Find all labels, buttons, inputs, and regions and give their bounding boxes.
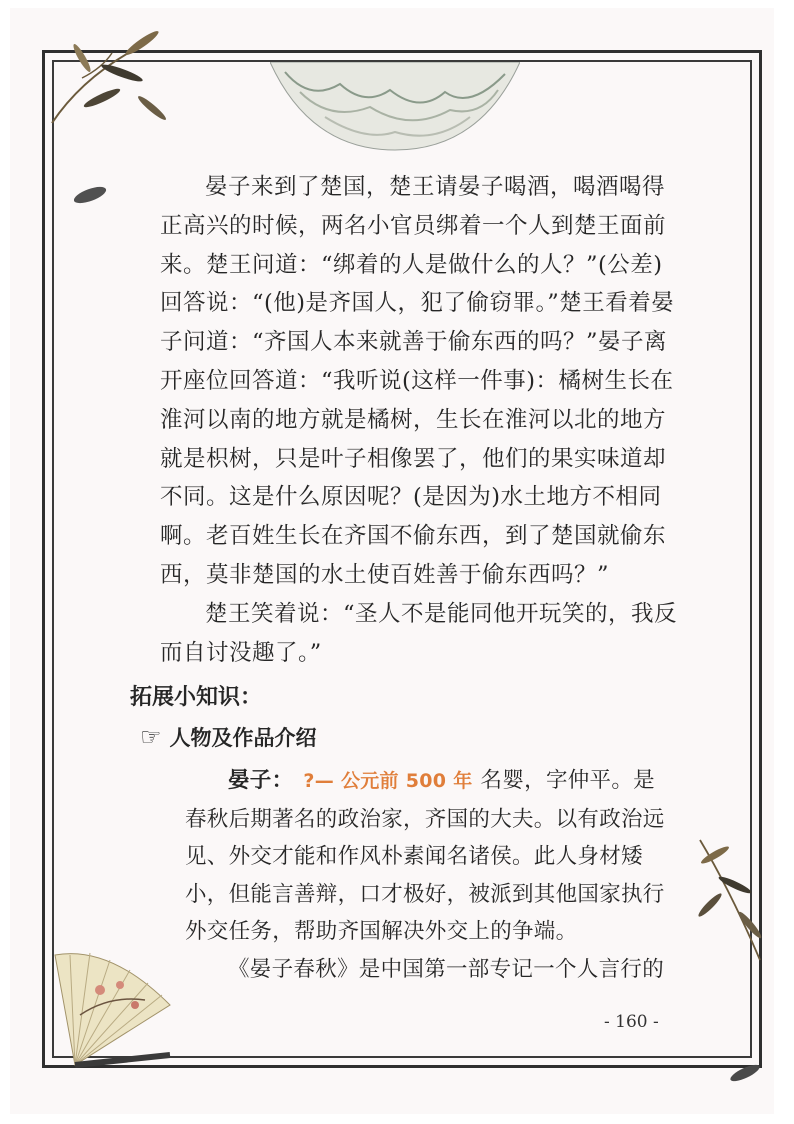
bamboo-leaves-top-left bbox=[42, 18, 172, 128]
author-biography bbox=[185, 762, 675, 988]
book-paragraph: 《晏子春秋》是中国第一部专记一个人言行的 bbox=[228, 956, 665, 982]
story-translation bbox=[160, 168, 680, 672]
ink-brush-mark-left bbox=[70, 180, 110, 210]
ink-brush-mark-bottom-right bbox=[725, 1058, 765, 1088]
bio-paragraph bbox=[185, 762, 675, 951]
subsection-title: 人物及作品介绍 bbox=[169, 726, 317, 750]
story-paragraph: 楚王笑着说：“圣人不是能同他开玩笑的，我反而自讨没趣了。” bbox=[160, 600, 678, 666]
section-heading: 拓展小知识： bbox=[130, 685, 263, 710]
fan-landscape-illustration bbox=[270, 62, 520, 152]
bio-intro: 名婴，字仲平。是春秋后期著名的政治家，齐国的大夫。以有政治远见、外交才能和作风朴素闻名诸侯。此人身材矮小，但能言善辩，口才极好，被派到其他国家执行外交任务，帮助齐国解决外交上的争端。 bbox=[185, 768, 665, 944]
pointing-hand-icon: ☞ bbox=[140, 723, 162, 751]
page-number: - 160 - bbox=[604, 1012, 659, 1032]
life-dates: ?— 公元前 500 年 bbox=[303, 770, 473, 792]
folding-fan-illustration bbox=[50, 945, 180, 1070]
bamboo-leaves-right bbox=[680, 830, 775, 970]
story-paragraph: 晏子来到了楚国，楚王请晏子喝酒，喝酒喝得正高兴的时候，两名小官员绑着一个人到楚王面前来。楚王问道：“绑着的人是做什么的人？”(公差)回答说：“(他)是齐国人，犯了偷窃罪。”楚王看着晏子问道：“齐国人本来就善于偷东西的吗？”晏子离开座位回答道：“我听说(这样一件事)：橘树生长在淮河以南的地方就是橘树，生长在淮河以北的地方就是枳树，只是叶子相像罢了，他们的果实味道却不同。这是什么原因呢？(是因为)水土地方不相同啊。老百姓生长在齐国不偷东西，到了楚国就偷东西，莫非楚国的水土使百姓善于偷东西吗？” bbox=[160, 174, 675, 588]
subsection-heading bbox=[140, 722, 317, 752]
person-name: 晏子： bbox=[228, 768, 294, 793]
